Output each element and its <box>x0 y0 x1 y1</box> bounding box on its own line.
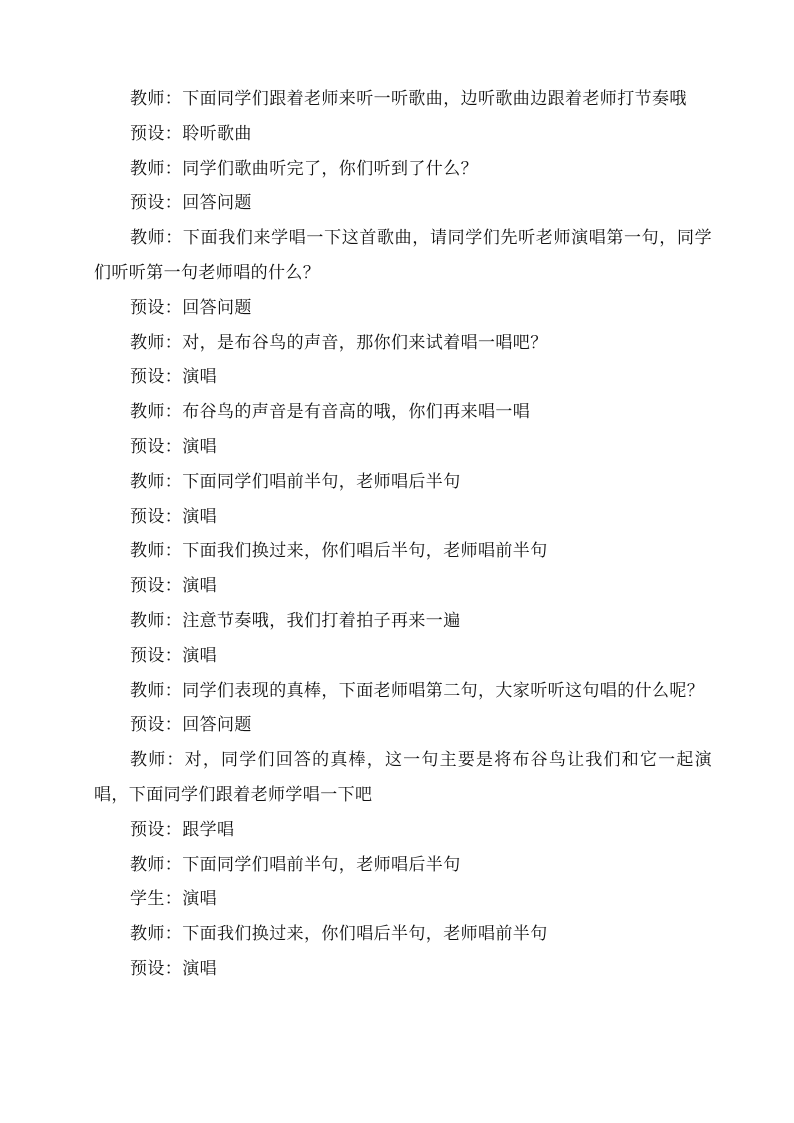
paragraph: 预设：演唱 <box>130 367 217 388</box>
paragraph: 预设：演唱 <box>130 576 217 597</box>
document-body <box>94 82 712 987</box>
paragraph: 教师：布谷鸟的声音是有音高的哦，你们再来唱一唱 <box>130 402 531 423</box>
paragraph: 教师：下面我们来学唱一下这首歌曲，请同学们先听老师演唱第一句，同学们听听第一句老师唱的什么？ <box>94 228 712 283</box>
paragraph: 预设：演唱 <box>130 645 217 666</box>
paragraph: 预设：回答问题 <box>130 297 252 318</box>
paragraph: 预设：回答问题 <box>130 715 252 736</box>
paragraph: 预设：跟学唱 <box>130 819 235 840</box>
paragraph: 预设：演唱 <box>130 436 217 457</box>
paragraph: 学生：演唱 <box>130 889 217 910</box>
paragraph: 教师：下面我们换过来，你们唱后半句，老师唱前半句 <box>130 924 548 945</box>
paragraph: 教师：同学们歌曲听完了，你们听到了什么？ <box>130 158 478 179</box>
paragraph: 教师：对，同学们回答的真棒，这一句主要是将布谷鸟让我们和它一起演唱，下面同学们跟着老师学唱一下吧 <box>94 750 712 805</box>
paragraph: 预设：回答问题 <box>130 193 252 214</box>
paragraph: 教师：对，是布谷鸟的声音，那你们来试着唱一唱吧？ <box>130 332 548 353</box>
paragraph: 教师：同学们表现的真棒，下面老师唱第二句，大家听听这句唱的什么呢？ <box>130 680 705 701</box>
paragraph: 预设：演唱 <box>130 506 217 527</box>
paragraph: 预设：演唱 <box>130 958 217 979</box>
paragraph: 教师：下面同学们跟着老师来听一听歌曲，边听歌曲边跟着老师打节奏哦 <box>130 89 687 109</box>
paragraph: 教师：下面同学们唱前半句，老师唱后半句 <box>130 471 461 492</box>
paragraph: 预设：聆听歌曲 <box>130 123 252 144</box>
paragraph: 教师：注意节奏哦，我们打着拍子再来一遍 <box>130 610 461 631</box>
paragraph: 教师：下面同学们唱前半句，老师唱后半句 <box>130 854 461 875</box>
paragraph: 教师：下面我们换过来，你们唱后半句，老师唱前半句 <box>130 541 548 562</box>
